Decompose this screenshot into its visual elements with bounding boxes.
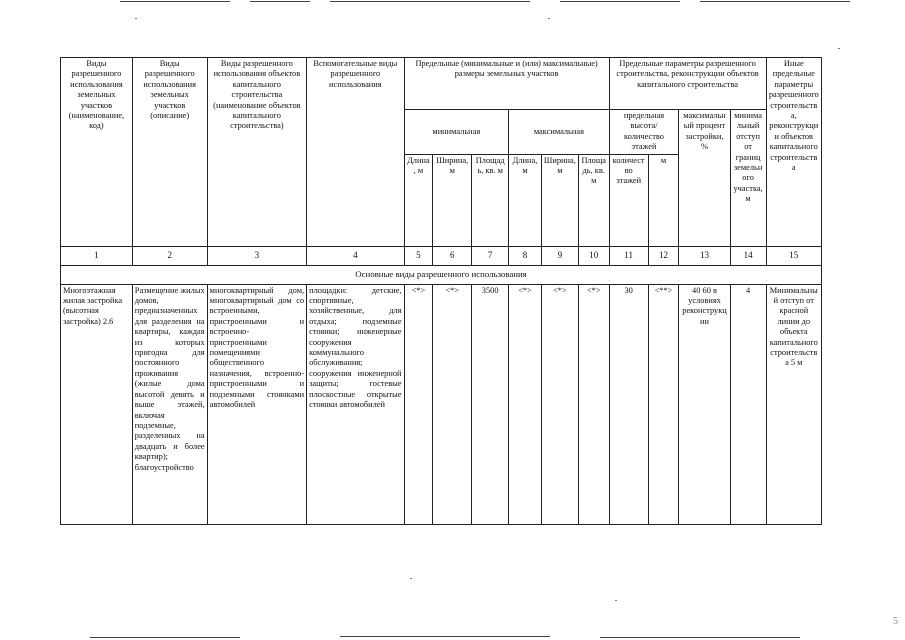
- header-height-floors: предельная высота/количество этажей: [609, 110, 679, 155]
- header-auxiliary-use: Вспомогательные виды разрешенного использования: [307, 58, 404, 247]
- column-number: 1: [61, 246, 133, 265]
- scan-artifact-line: [330, 1, 530, 2]
- column-number: 10: [578, 246, 609, 265]
- header-min-area: Площадь, кв. м: [472, 154, 509, 246]
- header-min-setback: минимальный отступ от границ земельного участка, м: [730, 110, 766, 247]
- row-max-area: <*>: [578, 284, 609, 524]
- row-min-length: <*>: [404, 284, 433, 524]
- row-use-name: Многоэтажная жилая застройка (высотная застройка) 2.6: [61, 284, 133, 524]
- column-number: 11: [609, 246, 648, 265]
- row-max-width: <*>: [541, 284, 578, 524]
- land-use-regulation-table: [60, 57, 822, 525]
- column-number: 14: [730, 246, 766, 265]
- header-max-area: Площадь, кв. м: [578, 154, 609, 246]
- scan-artifact-line: [250, 1, 310, 2]
- scan-artifact-dot: [135, 18, 137, 19]
- scan-artifact-line: [120, 1, 230, 2]
- header-floor-count: количество этажей: [609, 154, 648, 246]
- row-max-length: <*>: [509, 284, 542, 524]
- row-other-parameters: Минимальный отступ от красной линии до объекта капитального строительства 5 м: [766, 284, 821, 524]
- header-maximum: максимальная: [509, 110, 610, 155]
- column-number: 9: [541, 246, 578, 265]
- column-number: 4: [307, 246, 404, 265]
- header-other-parameters: Иные предельные параметры разрешенного строительства, реконструкции объектов капитального строительства: [766, 58, 821, 247]
- header-max-width: Ширина, м: [541, 154, 578, 246]
- header-max-length: Длина, м: [509, 154, 542, 246]
- row-height-meters: <**>: [648, 284, 679, 524]
- section-title: Основные виды разрешенного использования: [61, 265, 822, 284]
- row-use-description: Размещение жилых домов, предназначенных для разделения на квартиры, каждая из которых пригодна для постоянного проживания (жилые дома высотой девять и выше этажей, включая подземные, разделенных на двадцать и более квартир); благоустройство: [132, 284, 207, 524]
- scan-artifact-line: [700, 1, 850, 2]
- scan-artifact-dot: [838, 48, 840, 49]
- header-max-build-percent: максимальный процент застройки, %: [679, 110, 730, 247]
- header-min-length: Длина, м: [404, 154, 433, 246]
- row-min-width: <*>: [433, 284, 472, 524]
- page-mark: 5: [893, 616, 898, 627]
- row-min-setback: 4: [730, 284, 766, 524]
- header-capital-construction-use: Виды разрешенного использования объектов капитального строительства (наименование объектов капитального строительства): [207, 58, 306, 247]
- scan-artifact-line: [600, 637, 800, 638]
- column-number: 5: [404, 246, 433, 265]
- scan-artifact-dot: [410, 578, 412, 579]
- row-min-area: 3500: [472, 284, 509, 524]
- scan-artifact-line: [560, 1, 680, 2]
- header-min-width: Ширина, м: [433, 154, 472, 246]
- column-number: 8: [509, 246, 542, 265]
- row-build-percent: 40 60 в условиях реконструкции: [679, 284, 730, 524]
- header-height-meters: м: [648, 154, 679, 246]
- scan-artifact-dot: [615, 600, 617, 601]
- row-floor-count: 30: [609, 284, 648, 524]
- header-permitted-use-description: Виды разрешенного использования земельных участков (описание): [132, 58, 207, 247]
- scan-artifact-line: [340, 636, 550, 637]
- column-number: 13: [679, 246, 730, 265]
- column-number: 7: [472, 246, 509, 265]
- column-number: 6: [433, 246, 472, 265]
- header-minimum: минимальная: [404, 110, 509, 155]
- header-construction-parameters: Предельные параметры разрешенного строительства, реконструкции объектов капитального строительства: [609, 58, 766, 110]
- column-number: 3: [207, 246, 306, 265]
- column-number: 12: [648, 246, 679, 265]
- scan-artifact-dot: [548, 18, 550, 19]
- row-auxiliary-uses: площадки: детские, спортивные, хозяйственные, для отдыха; подземные стоянки; инженерные сооружения коммунального обслуживания; сооружения инженерной защиты; гостевые плоскостные открытые стоянки автомобилей: [307, 284, 404, 524]
- header-land-plot-size-limits: Предельные (минимальные и (или) максимальные) размеры земельных участков: [404, 58, 609, 110]
- header-permitted-use-name: Виды разрешенного использования земельных участков (наименование, код): [61, 58, 133, 247]
- column-number: 15: [766, 246, 821, 265]
- column-number: 2: [132, 246, 207, 265]
- scan-artifact-line: [90, 637, 240, 638]
- row-capital-objects: многоквартирный дом, многоквартирный дом со встроенными, пристроенными и встроенно-пристроенными помещениями общественного назначения, встроенно-пристроенными и подземными стоянками автомобилей: [207, 284, 306, 524]
